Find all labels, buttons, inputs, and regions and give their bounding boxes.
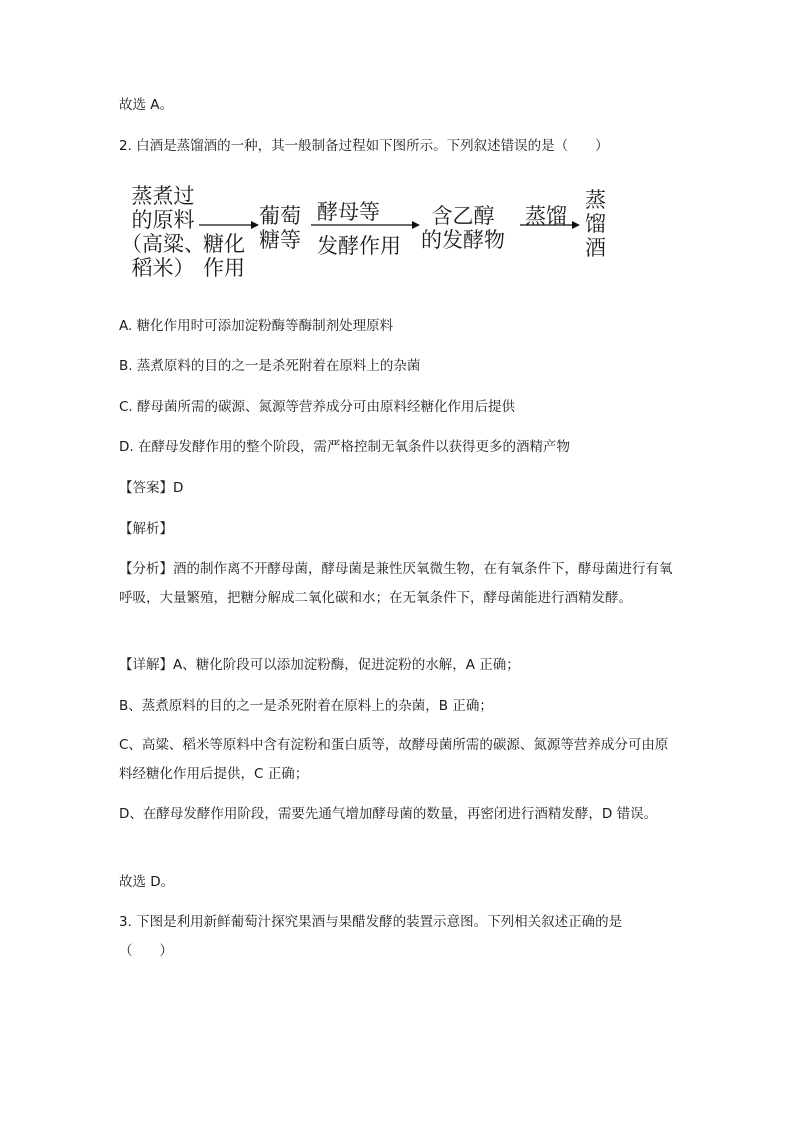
answer: 【答案】D — [119, 480, 184, 496]
diagram-ferment: 含乙醇 的发酵物 — [421, 204, 505, 252]
question-3-stem-paren: （ ） — [119, 943, 173, 959]
analysis-paragraph: 【分析】酒的制作离不开酵母菌，酵母菌是兼性厌氧微生物，在有氧条件下，酵母菌进行有氧呼吸，大量繁殖，把糖分解成二氧化碳和水；在无氧条件下，酵母菌能进行酒精发酵。 — [119, 561, 673, 606]
detail-d: D、在酵母发酵作用阶段，需要先通气增加酵母菌的数量，再密闭进行酒精发酵，D 错误。 — [119, 806, 658, 822]
diagram-step1-label: 糖化 作用 — [203, 232, 245, 280]
diagram-step2-bottom: 发酵作用 — [317, 234, 401, 258]
option-a: A. 糖化作用时可添加淀粉酶等酶制剂处理原料 — [119, 318, 394, 334]
detail-b: B、蒸煮原料的目的之一是杀死附着在原料上的杂菌，B 正确； — [119, 698, 493, 714]
option-b: B. 蒸煮原料的目的之一是杀死附着在原料上的杂菌 — [119, 358, 421, 374]
option-d: D. 在酵母发酵作用的整个阶段，需严格控制无氧条件以获得更多的酒精产物 — [119, 439, 570, 455]
detail-a: 【详解】A、糖化阶段可以添加淀粉酶，促进淀粉的水解，A 正确； — [119, 657, 520, 673]
previous-conclusion: 故选 A。 — [119, 97, 174, 113]
question-2-stem: 2. 白酒是蒸馏酒的一种，其一般制备过程如下图所示。下列叙述错误的是（ ） — [119, 138, 609, 154]
process-diagram — [119, 180, 619, 280]
diagram-raw-material: 蒸煮过 的原料 （高粱、 稻米） — [121, 184, 205, 280]
question-3-stem: 3. 下图是利用新鲜葡萄汁探究果酒与果醋发酵的装置示意图。下列相关叙述正确的是 — [119, 914, 623, 930]
detail-c: C、高粱、稻米等原料中含有淀粉和蛋白质等，故酵母菌所需的碳源、氮源等营养成分可由原料经糖化作用后提供，C 正确； — [119, 737, 669, 782]
diagram-step2-top: 酵母等 — [317, 200, 380, 224]
conclusion: 故选 D。 — [119, 874, 175, 890]
analysis-title: 【解析】 — [119, 521, 173, 537]
option-c: C. 酵母菌所需的碳源、氮源等营养成分可由原料经糖化作用后提供 — [119, 399, 516, 415]
diagram-product: 蒸 馏 酒 — [585, 188, 606, 260]
diagram-sugar: 葡萄 糖等 — [259, 204, 301, 252]
diagram-step3-label: 蒸馏 — [525, 204, 567, 228]
